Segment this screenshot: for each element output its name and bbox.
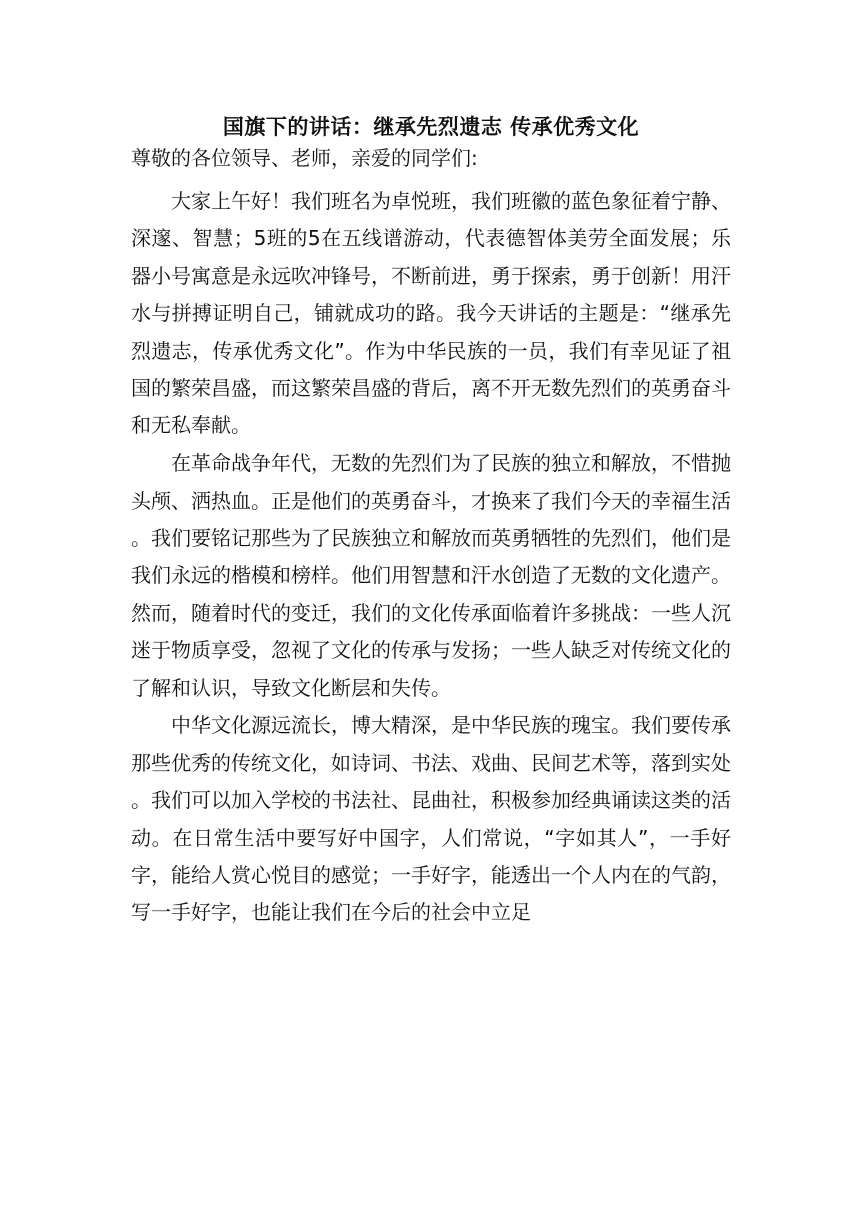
document-page bbox=[131, 112, 731, 932]
paragraph-2: 在革命战争年代，无数的先烈们为了民族的独立和解放，不惜抛头颅、洒热血。正是他们的英勇奋斗，才换来了我们今天的幸福生活。我们要铭记那些为了民族独立和解放而英勇牺牲的先烈们，他们是我们永远的楷模和榜样。他们用智慧和汗水创造了无数的文化遗产。然而，随着时代的变迁，我们的文化传承面临着许多挑战：一些人沉迷于物质享受，忽视了文化的传承与发扬；一些人缺乏对传统文化的了解和认识，导致文化断层和失传。 bbox=[131, 451, 731, 700]
paragraph-3: 中华文化源远流长，博大精深，是中华民族的瑰宝。我们要传承那些优秀的传统文化，如诗词、书法、戏曲、民间艺术等，落到实处。我们可以加入学校的书法社、昆曲社，积极参加经典诵读这类的活动。在日常生活中要写好中国字，人们常说，“字如其人”，一手好字，能给人赏心悦目的感觉；一手好字，能透出一个人内在的气韵，写一手好字，也能让我们在今后的社会中立足 bbox=[131, 713, 731, 925]
paragraph-1: 大家上午好！我们班名为卓悦班，我们班徽的蓝色象征着宁静、深邃、智慧；5班的5在五线谱游动，代表德智体美劳全面发展；乐器小号寓意是永远吹冲锋号，不断前进，勇于探索，勇于创新！用汗水与拼搏证明自己，铺就成功的路。我今天讲话的主题是：“继承先烈遗志，传承优秀文化”。作为中华民族的一员，我们有幸见证了祖国的繁荣昌盛，而这繁荣昌盛的背后，离不开无数先烈们的英勇奋斗和无私奉献。 bbox=[131, 189, 731, 438]
salutation: 尊敬的各位领导、老师，亲爱的同学们: bbox=[131, 146, 478, 170]
document-title: 国旗下的讲话：继承先烈遗志 传承优秀文化 bbox=[222, 115, 640, 139]
